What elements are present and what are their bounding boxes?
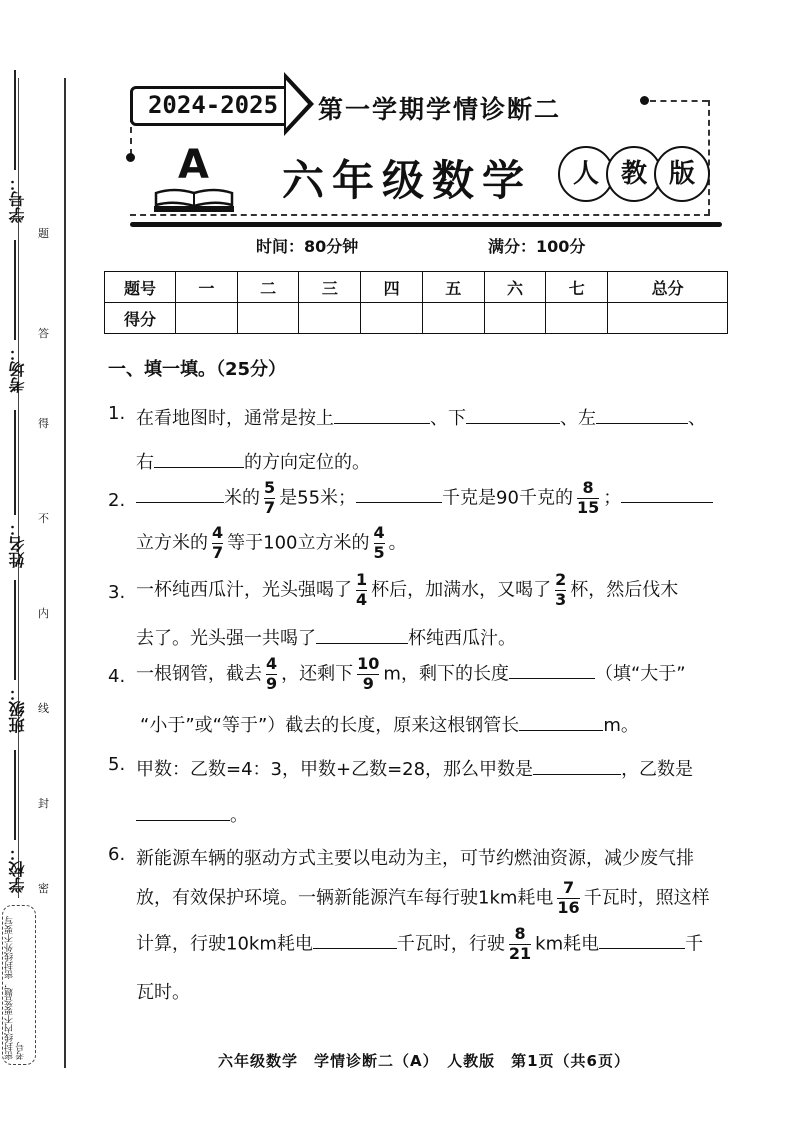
fraction: $\frac{10}{9}$ bbox=[357, 654, 380, 693]
fraction: $\frac{4}{5}$ bbox=[373, 523, 385, 562]
answer-blank[interactable] bbox=[599, 928, 685, 949]
table-header-cell: 五 bbox=[422, 272, 484, 303]
answer-blank[interactable] bbox=[136, 482, 224, 503]
question-6-line-4: 瓦时。 bbox=[136, 982, 190, 1003]
page-footer: 六年级数学 学情诊断二（A） 人教版 第1页（共6页） bbox=[218, 1052, 630, 1070]
seal-char: 封 bbox=[38, 797, 49, 810]
page-title: 六年级数学 bbox=[282, 156, 533, 205]
score-table bbox=[104, 271, 728, 334]
seal-char: 密 bbox=[38, 882, 49, 895]
question-4-line-2: “小于”或“等于”）截去的长度，原来这根钢管长 m。 bbox=[140, 710, 639, 737]
answer-blank[interactable] bbox=[509, 658, 595, 679]
edition-char: 版 bbox=[654, 146, 710, 202]
question-2-line-2: 立方米的 $\frac{4}{7}$ 等于100立方米的 $\frac{4}{5}$ 。 bbox=[136, 523, 407, 562]
book-icon bbox=[152, 185, 236, 213]
question-4-line-1: 一根钢管，截去 $\frac{4}{9}$ ，还剩下 $\frac{10}{9}$ m，剩下的长度 （填“大于” bbox=[136, 654, 686, 693]
edition-char: 人 bbox=[558, 146, 614, 202]
score-cell[interactable] bbox=[546, 303, 608, 334]
question-3-line-2: 去了。光头强一共喝了 杯纯西瓜汁。 bbox=[136, 623, 516, 650]
question-number: 1. bbox=[108, 403, 126, 424]
seal-note: 密封线内不要答题，密封线外不要写考号 bbox=[2, 905, 36, 1065]
seal-char: 答 bbox=[38, 327, 49, 340]
seal-char: 得 bbox=[38, 417, 49, 430]
question-2-line-1: 米的 $\frac{5}{7}$ 是55米； 千克是90千克的 $\frac{8}{15}$ ； bbox=[136, 480, 713, 517]
header-rule bbox=[130, 222, 722, 227]
binding-line bbox=[64, 78, 66, 1068]
score-cell[interactable] bbox=[361, 303, 423, 334]
seal-char: 内 bbox=[38, 607, 49, 620]
exam-time: 时间：80分钟 bbox=[256, 237, 359, 256]
fraction: $\frac{2}{3}$ bbox=[555, 570, 567, 609]
answer-blank[interactable] bbox=[316, 623, 408, 644]
fraction: $\frac{4}{7}$ bbox=[212, 523, 224, 562]
question-6-line-2: 放，有效保护环境。一辆新能源汽车每行驶1km耗电 $\frac{7}{16}$ 千瓦时，照这样 bbox=[136, 878, 710, 917]
question-6-line-1: 新能源车辆的驱动方式主要以电动为主，可节约燃油资源，减少废气排 bbox=[136, 848, 694, 869]
answer-blank[interactable] bbox=[533, 754, 621, 775]
frame-dot bbox=[640, 96, 649, 105]
exam-subtitle: 第一学期学情诊断二 bbox=[318, 95, 562, 124]
label-name: 姓名： bbox=[8, 520, 27, 568]
answer-blank[interactable] bbox=[519, 710, 603, 731]
name-field[interactable] bbox=[14, 410, 16, 515]
frame-dot bbox=[126, 153, 135, 162]
fraction: $\frac{4}{9}$ bbox=[266, 654, 278, 693]
edition-badge bbox=[556, 140, 716, 206]
label-student-id: 学号： bbox=[8, 175, 27, 223]
class-field[interactable] bbox=[14, 580, 16, 680]
answer-blank[interactable] bbox=[356, 482, 442, 503]
seal-char: 线 bbox=[38, 702, 49, 715]
question-1-line-2: 右 的方向定位的。 bbox=[136, 447, 370, 474]
version-badge: A bbox=[178, 142, 209, 188]
label-school: 学校： bbox=[8, 845, 27, 893]
score-cell[interactable] bbox=[608, 303, 728, 334]
exam-room-field[interactable] bbox=[14, 240, 16, 340]
table-header-cell: 二 bbox=[237, 272, 299, 303]
school-year: 2024-2025 bbox=[130, 86, 296, 126]
seal-char: 不 bbox=[38, 512, 49, 525]
question-number: 5. bbox=[108, 754, 126, 775]
question-3-line-1: 一杯纯西瓜汁，光头强喝了 $\frac{1}{4}$ 杯后，加满水，又喝了 $\frac{2}{3}$ 杯，然后伐木 bbox=[136, 570, 679, 609]
label-exam-room: 考场： bbox=[8, 345, 27, 393]
edition-char: 教 bbox=[606, 146, 662, 202]
question-1-line-1: 在看地图时，通常是按上 、下 、左 、 bbox=[136, 403, 706, 430]
table-header-cell: 总分 bbox=[608, 272, 728, 303]
score-cell[interactable] bbox=[299, 303, 361, 334]
label-class: 班级： bbox=[8, 685, 27, 733]
answer-blank[interactable] bbox=[466, 403, 560, 424]
score-cell[interactable] bbox=[484, 303, 546, 334]
school-field[interactable] bbox=[14, 750, 16, 840]
question-6-line-3: 计算，行驶10km耗电 千瓦时，行驶 $\frac{8}{21}$ km耗电 千 bbox=[136, 924, 704, 963]
seal-char: 题 bbox=[38, 227, 49, 240]
fraction: $\frac{8}{15}$ bbox=[576, 478, 600, 517]
answer-blank[interactable] bbox=[154, 447, 244, 468]
table-header-cell: 三 bbox=[299, 272, 361, 303]
answer-blank[interactable] bbox=[313, 928, 397, 949]
table-header-cell: 七 bbox=[546, 272, 608, 303]
table-row bbox=[105, 272, 728, 303]
answer-blank[interactable] bbox=[334, 403, 430, 424]
fraction: $\frac{1}{4}$ bbox=[356, 570, 368, 609]
answer-blank[interactable] bbox=[596, 403, 688, 424]
table-header-cell: 题号 bbox=[105, 272, 176, 303]
header-frame-bottom bbox=[130, 214, 710, 216]
fraction: $\frac{8}{21}$ bbox=[508, 924, 532, 963]
table-header-cell: 六 bbox=[484, 272, 546, 303]
score-cell[interactable] bbox=[237, 303, 299, 334]
header-frame-top bbox=[650, 100, 708, 102]
table-header-cell: 一 bbox=[176, 272, 238, 303]
question-5-line-2: 。 bbox=[136, 800, 248, 827]
table-row bbox=[105, 303, 728, 334]
table-header-cell: 四 bbox=[361, 272, 423, 303]
answer-blank[interactable] bbox=[621, 482, 713, 503]
question-number: 6. bbox=[108, 844, 126, 865]
full-score: 满分：100分 bbox=[488, 237, 586, 256]
student-id-field[interactable] bbox=[14, 70, 16, 170]
question-5-line-1: 甲数：乙数=4：3，甲数+乙数=28，那么甲数是 ，乙数是 bbox=[136, 754, 693, 781]
question-number: 2. bbox=[108, 490, 126, 511]
score-cell[interactable] bbox=[422, 303, 484, 334]
answer-blank[interactable] bbox=[136, 800, 230, 821]
score-cell[interactable] bbox=[176, 303, 238, 334]
question-number: 4. bbox=[108, 666, 126, 687]
question-number: 3. bbox=[108, 582, 126, 603]
score-row-label: 得分 bbox=[105, 303, 176, 334]
section-title: 一、填一填。（25分） bbox=[108, 359, 287, 380]
fraction: $\frac{5}{7}$ bbox=[264, 478, 276, 517]
fraction: $\frac{7}{16}$ bbox=[557, 878, 580, 917]
